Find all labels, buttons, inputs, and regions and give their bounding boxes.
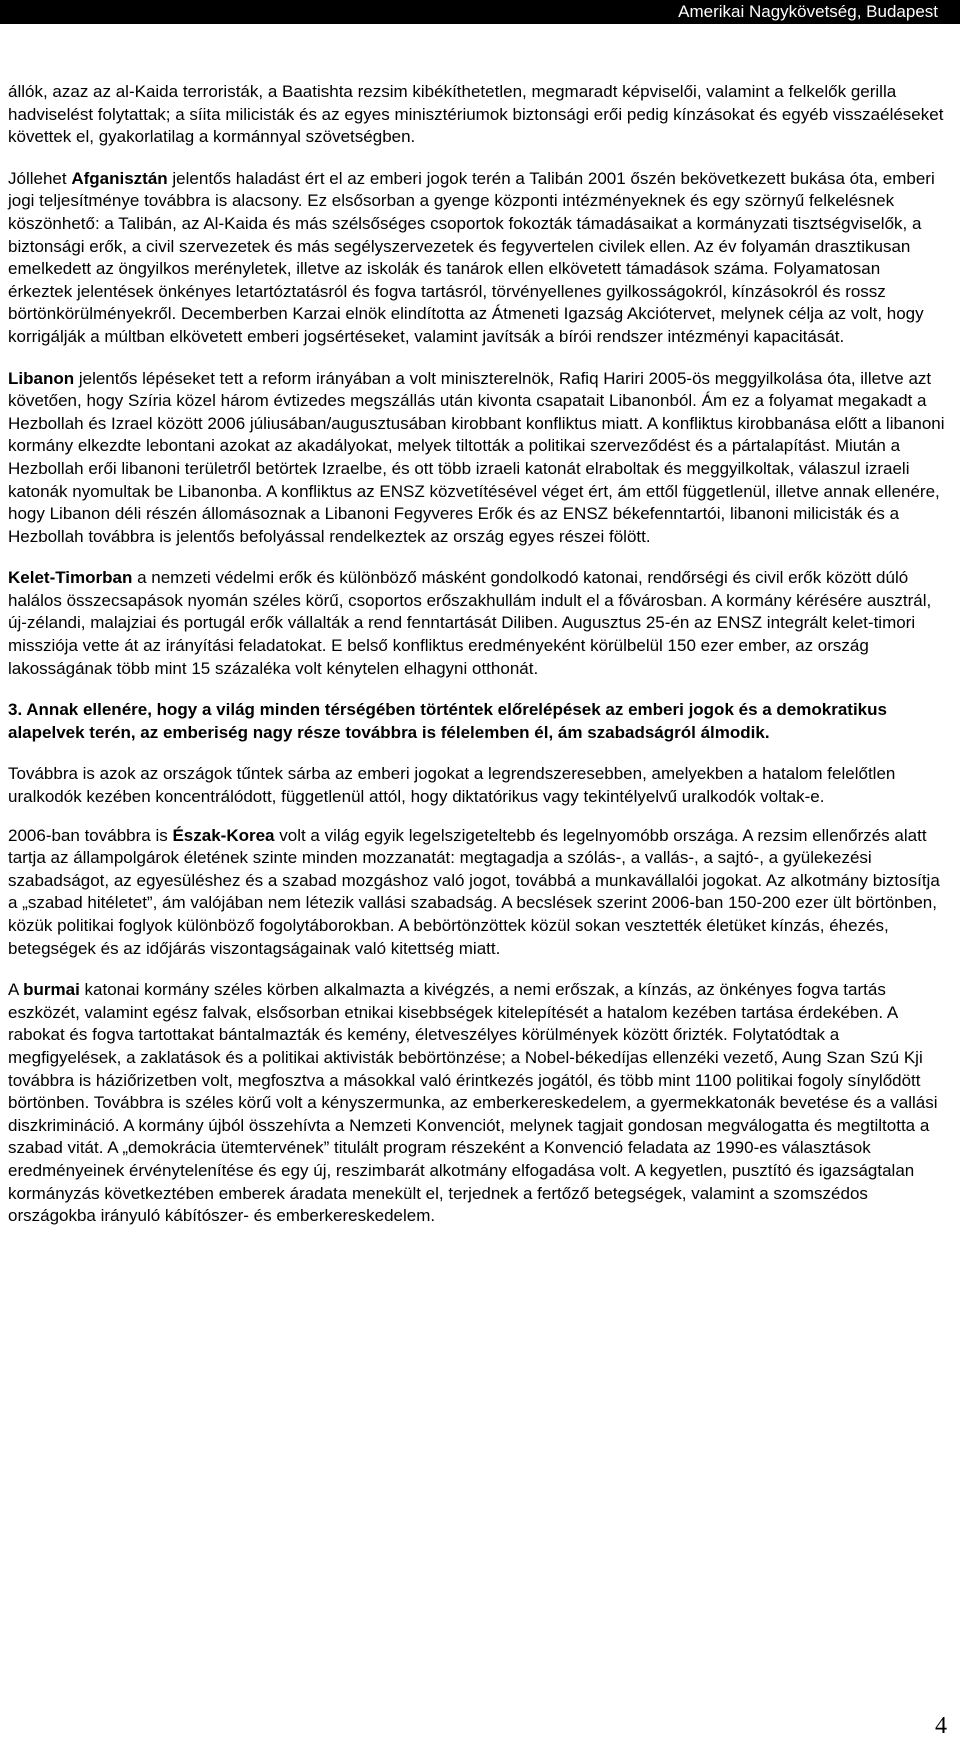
country-name-east-timor: Kelet-Timorban — [8, 568, 133, 588]
paragraph-text: 2006-ban továbbra is — [8, 825, 173, 845]
paragraph-text: volt a világ egyik legelszigeteltebb és legelnyomóbb országa. A rezsim ellenőrzés alatt tartja az állampolgárok életének szinte minden mozzanatát: megtagadja a szólás-, a vallás-, a sajtó-, a gyülekezési szabadságot, az egyesüléshez és a szabad mozgáshoz való jogot, továbbá a munkavállalói jogokat. Az alkotmány biztosítja a „szabad hitéletet”, ám valójában nem létezik vallási szabadság. A becslések szerint 2006-ban 150-200 ezer ült börtönben, közük politikai foglyok különböző fogolytáborokban. A bebörtönzöttek közül sokan vesztették életüket kínzás, éhezés, betegségek és az időjárás viszontagságainak való kitettség miatt. — [8, 825, 940, 958]
paragraph-text: katonai kormány széles körben alkalmazta a kivégzés, a nemi erőszak, a kínzás, az önkényes fogva tartás eszközét, valamint egész falvak, elsősorban etnikai kisebbségek kitelepítését a hatalom kezében tartása érdekében. A rabokat és fogva tartottakat bántalmazták és kemény, életveszélyes körülmények között őrizték. Folytatódtak a megfigyelések, a zaklatások és a politikai aktivisták bebörtönzése; a Nobel-békedíjas ellenzéki vezető, Aung Szan Szú Kji továbbra is háziőrizetben volt, megfosztva a másokkal való érintkezés jogától, és több mint 1100 politikai fogoly sínylődött börtönben. Továbbra is széles körű volt a kényszermunka, az emberkereskedelem, a gyermekkatonák bevetése és a vallási diszkrimináció. A kormány újból összehívta a Nemzeti Konvenciót, melynek tagjait gondosan megválogatta és megtiltotta a szabad vitát. A „demokrácia ütemtervének” titulált program részeként a Konvenció feladata az 1990-es választások eredményeinek érvénytelenítése és egy új, reszimbarát alkotmány elfogadása volt. A kegyetlen, pusztító és igazságtalan kormányzás következtében emberek áradata menekült el, terjednek a fertőző betegségek, valamint a szomszédos országokba irányuló kábítószer- és emberkereskedelem. — [8, 980, 938, 1226]
paragraph-text: Jóllehet — [8, 168, 72, 188]
paragraph-afghanistan — [8, 168, 948, 349]
paragraph-text: A — [8, 980, 24, 1000]
paragraph-lebanon — [8, 368, 948, 549]
document-body — [8, 81, 948, 1247]
page-header — [0, 0, 960, 24]
country-name-north-korea: Észak-Korea — [172, 825, 275, 845]
country-name-burma: burmai — [23, 980, 80, 1000]
section-heading-3: 3. Annak ellenére, hogy a világ minden térségében történtek előrelépések az emberi jogok és a demokratikus alapelvek terén, az emberiség nagy része továbbra is félelemben él, ám szabadságról álmodik. — [8, 700, 887, 742]
country-name-afghanistan: Afganisztán — [71, 168, 168, 188]
header-title: Amerikai Nagykövetség, Budapest — [678, 2, 938, 21]
paragraph-burma — [8, 979, 948, 1228]
paragraph-authoritarian: Továbbra is azok az országok tűntek sárba az emberi jogokat a legrendszeresebben, amelyekben a hatalom felelőtlen uralkodók kezében koncentrálódott, függetlenül attól, hogy diktatórikus vagy tekintélyelvű uralkodók voltak-e. — [8, 764, 896, 807]
paragraph-text: jelentős lépéseket tett a reform irányában a volt miniszterelnök, Rafiq Hariri 2005-ös meggyilkolása óta, illetve azt követően, hogy Szíria közel három évtizedes megszállás után kivonta csapatait Libanonból. Ám ez a folyamat megakadt a Hezbollah és Izrael között 2006 júliusában/augusztusában kirobbant konfliktus miatt. A konfliktus kirobbanása előtt a libanoni kormány elkezdte lebontani azokat az akadályokat, melyek tiltották a politikai szerveződést és a pártalapítást. Miután a Hezbollah erői libanoni területről betörtek Izraelbe, és ott több izraeli katonát elraboltak és meggyilkoltak, válaszul izraeli katonák nyomultak be Libanonba. A konfliktus az ENSZ közvetítésével véget ért, ám ettől függetlenül, illetve annak ellenére, hogy Libanon déli részén állomásoznak a Libanoni Fegyveres Erők és az ENSZ békefenntartói, libanoni milicisták és a Hezbollah továbbra is jelentős befolyással rendelkeztek az ország egyes részei fölött. — [8, 368, 945, 546]
paragraph-north-korea — [8, 825, 948, 961]
paragraph-iraq: állók, azaz az al-Kaida terroristák, a Baatishta rezsim kibékíthetetlen, megmaradt képviselői, valamint a felkelők gerilla hadviselést folytattak; a síita milicisták és az egyes minisztériumok biztonsági erői pedig kínzásokat és egyéb visszaéléseket követtek el, gyakorlatilag a kormánnyal szövetségben. — [8, 82, 944, 147]
country-name-lebanon: Libanon — [8, 368, 75, 388]
page-number: 4 — [935, 1713, 947, 1739]
paragraph-east-timor — [8, 567, 948, 680]
paragraph-text: a nemzeti védelmi erők és különböző másként gondolkodó katonai, rendőrségi és civil erők között dúló halálos összecsapások nyomán széles körű, csoportos erőszakhullám indult el a fővárosban. A kormány kérésére ausztrál, új-zélandi, malajziai és portugál erők vállalták a rend fenntartását Diliben. Augusztus 25-én az ENSZ integrált kelet-timori missziója vette át az irányítási feladatokat. E belső konfliktus eredményeként körülbelül 150 ezer ember, az ország lakosságának több mint 15 százaléka volt kénytelen elhagyni otthonát. — [8, 568, 932, 678]
paragraph-text: jelentős haladást ért el az emberi jogok terén a Talibán 2001 őszén bekövetkezett bukása óta, emberi jogi teljesítménye továbbra is alacsony. Ez elsősorban a gyenge központi intézményeknek és egy szörnyű felkelésnek köszönhető: a Talibán, az Al-Kaida és más szélsőséges csoportok fokozták támadásaikat a kormányzati tisztségviselők, a biztonsági erők, a civil szervezetek és más segélyszervezetek és fegyvertelen civilek ellen. Az év folyamán drasztikusan emelkedett az öngyilkos merényletek, illetve az iskolák és tanárok ellen elkövetett támadások száma. Folyamatosan érkeztek jelentések önkényes letartóztatásról és fogva tartásról, törvényellenes gyilkosságokról, kínzásokról és rossz börtönkörülményekről. Decemberben Karzai elnök elindította az Átmeneti Igazság Akciótervet, melynek célja az volt, hogy korrigálják a múltban elkövetett emberi jogsértéseket, valamint javítsák a bírói rendszer intézményi kapacitását. — [8, 168, 935, 346]
